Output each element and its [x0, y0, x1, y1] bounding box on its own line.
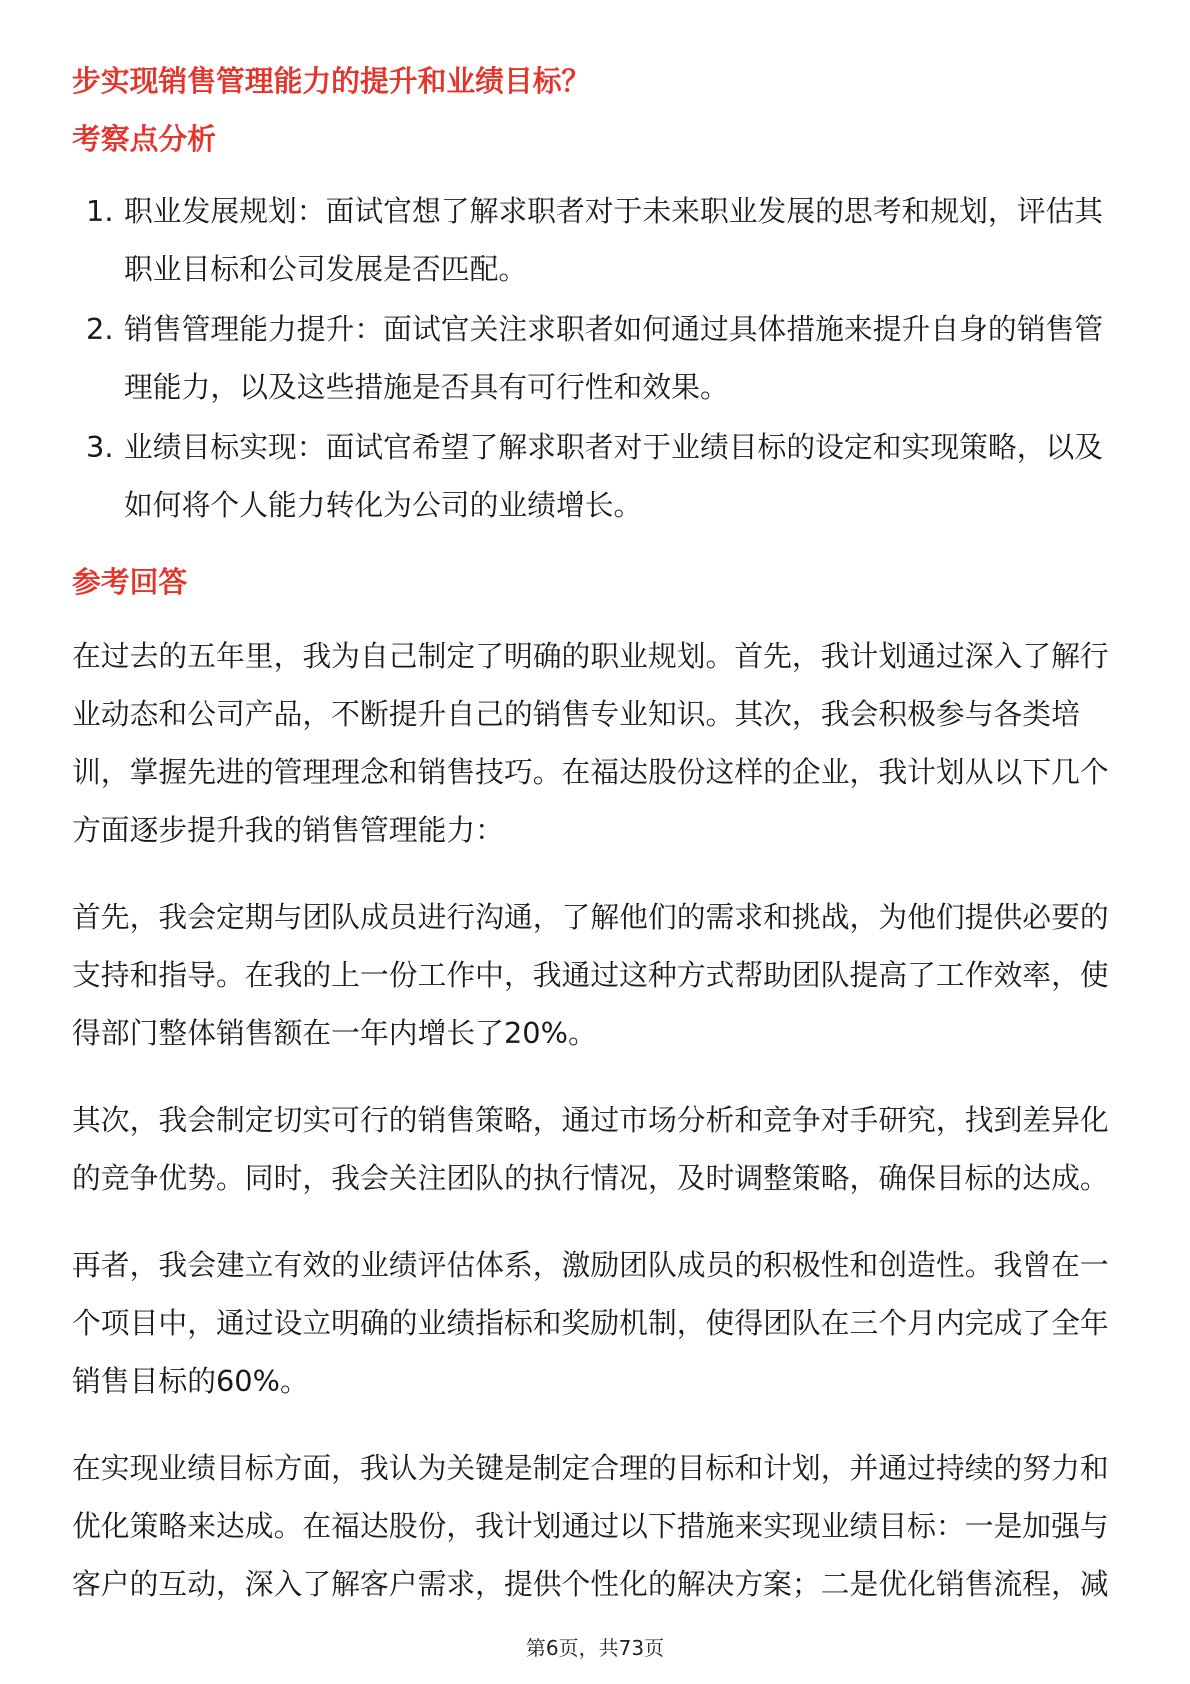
paragraph-line: 客户的互动，深入了解客户需求，提供个性化的解决方案；二是优化销售流程，减: [72, 1567, 1109, 1601]
analysis-point-line: 理能力，以及这些措施是否具有可行性和效果。: [124, 370, 729, 404]
list-number: 2.: [86, 312, 114, 346]
paragraph-line: 其次，我会制定切实可行的销售策略，通过市场分析和竞争对手研究，找到差异化: [72, 1103, 1109, 1137]
answer-paragraph: [72, 1439, 1132, 1613]
analysis-point-line: 职业目标和公司发展是否匹配。: [124, 252, 528, 286]
paragraph-line: 在实现业绩目标方面，我认为关键是制定合理的目标和计划，并通过持续的努力和: [72, 1451, 1109, 1485]
list-number: 1.: [86, 194, 114, 228]
paragraph-line: 在过去的五年里，我为自己制定了明确的职业规划。首先，我计划通过深入了解行: [72, 639, 1109, 673]
answer-paragraph: [72, 1091, 1132, 1207]
analysis-heading: 考察点分析: [72, 122, 216, 156]
paragraph-line: 优化策略来达成。在福达股份，我计划通过以下措施来实现业绩目标：一是加强与: [72, 1509, 1109, 1543]
analysis-point: [72, 418, 1132, 534]
analysis-point: [72, 300, 1132, 416]
list-number: 3.: [86, 430, 114, 464]
paragraph-line: 得部门整体销售额在一年内增长了20%。: [72, 1016, 597, 1050]
page-footer: 第6页，共73页: [525, 1636, 665, 1660]
paragraph-line: 方面逐步提升我的销售管理能力：: [72, 813, 504, 847]
analysis-point-line: 职业发展规划：面试官想了解求职者对于未来职业发展的思考和规划，评估其: [124, 194, 1104, 228]
paragraph-line: 的竞争优势。同时，我会关注团队的执行情况，及时调整策略，确保目标的达成。: [72, 1161, 1109, 1195]
answer-paragraph: [72, 1236, 1132, 1410]
answer-paragraph: [72, 627, 1132, 859]
analysis-point-list: [72, 182, 1132, 534]
paragraph-line: 销售目标的60%。: [72, 1364, 309, 1398]
analysis-point-line: 业绩目标实现：面试官希望了解求职者对于业绩目标的设定和实现策略，以及: [124, 430, 1104, 464]
answer-paragraph: [72, 888, 1132, 1062]
analysis-point: [72, 182, 1132, 298]
document-content: [72, 52, 1132, 1613]
analysis-point-line: 销售管理能力提升：面试官关注求职者如何通过具体措施来提升自身的销售管: [124, 312, 1104, 346]
paragraph-line: 训，掌握先进的管理理念和销售技巧。在福达股份这样的企业，我计划从以下几个: [72, 755, 1109, 789]
paragraph-line: 支持和指导。在我的上一份工作中，我通过这种方式帮助团队提高了工作效率，使: [72, 958, 1109, 992]
continued-question-heading: 步实现销售管理能力的提升和业绩目标？: [72, 64, 591, 98]
analysis-point-line: 如何将个人能力转化为公司的业绩增长。: [124, 488, 643, 522]
paragraph-line: 首先，我会定期与团队成员进行沟通，了解他们的需求和挑战，为他们提供必要的: [72, 900, 1109, 934]
paragraph-line: 再者，我会建立有效的业绩评估体系，激励团队成员的积极性和创造性。我曾在一: [72, 1248, 1109, 1282]
answer-heading: 参考回答: [72, 565, 188, 599]
paragraph-line: 个项目中，通过设立明确的业绩指标和奖励机制，使得团队在三个月内完成了全年: [72, 1306, 1109, 1340]
paragraph-line: 业动态和公司产品，不断提升自己的销售专业知识。其次，我会积极参与各类培: [72, 697, 1080, 731]
